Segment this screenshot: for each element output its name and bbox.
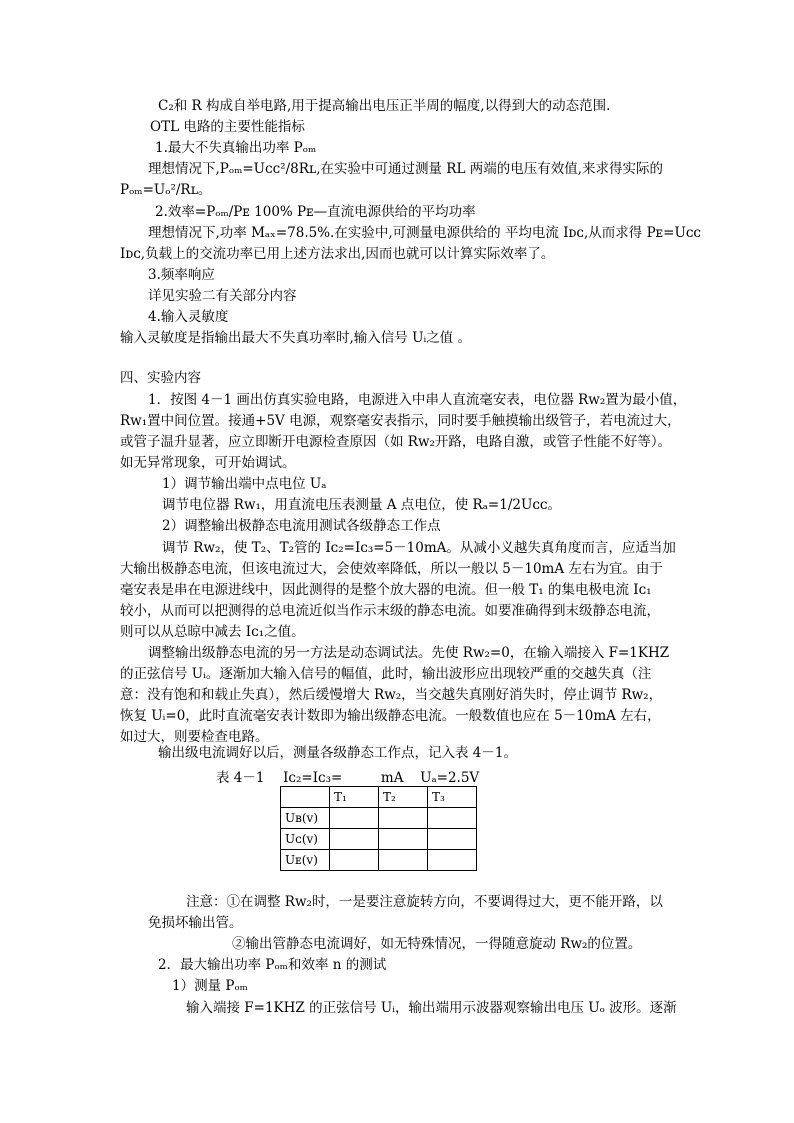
table-header-cell: T₃ — [428, 787, 477, 808]
paragraph-dynamic-line5: 如过大，则要检查电路。 — [120, 729, 269, 745]
table-cell[interactable] — [330, 850, 379, 871]
paragraph-dynamic-line2: 的正弦信号 Uᵢ。逐渐加大输入信号的幅值，此时，输出波形应出现较严重的交越失真（注 — [120, 666, 652, 682]
table-row — [281, 829, 477, 850]
paragraph-quiescent-line3: 毫安表是串在电源进线中，因此测得的是整个放大器的电流。但一般 T₁ 的集电极电流 Iᴄ₁ — [120, 582, 652, 598]
table-caption — [216, 766, 479, 786]
note-line1: 注意：①在调整 Rᴡ₂时，一是要注意旋转方向，不要调得过大，更不能开路，以 — [186, 894, 663, 910]
paragraph-dynamic-line4: 恢复 Uᵢ=0，此时直流毫安表计数即为输出级静态电流。一般数值也应在 5－10mA 左右， — [120, 708, 661, 724]
table-cell[interactable] — [428, 850, 477, 871]
table-cell[interactable] — [428, 829, 477, 850]
table-header-row — [281, 787, 477, 808]
substep-measure-pom: 1）测量 Pₒₘ — [172, 978, 248, 994]
paragraph-ideal-power: 理想情况下,Pₒₘ=Uᴄᴄ²/8Rʟ,在实验中可通过测量 RL 两端的电压有效值,来求得实际的 — [148, 161, 664, 177]
paragraph-step1-line3: 或管子温升显著，应立即断开电源检查原因（如 Rᴡ₂开路，电路自激，或管子性能不好等）。 — [120, 434, 672, 450]
note-line2: 免损坏输出管。 — [148, 915, 243, 931]
table-cell[interactable] — [330, 808, 379, 829]
paragraph-dynamic-line1: 调整输出级静态电流的另一方法是动态调试法。先使 Rᴡ₂=0，在输入端接入 F=1KHZ — [148, 645, 670, 661]
note-line3: ②输出管静态电流调好，如无特殊情况，一得随意旋动 Rᴡ₂的位置。 — [232, 936, 642, 952]
paragraph-sensitivity-def: 输入灵敏度是指输出最大不失真功率时,输入信号 Uᵢ之值 。 — [120, 330, 471, 346]
table-caption-number: 表 4－1 — [216, 770, 265, 786]
table-caption-current: Iᴄ₂=Iᴄ₃= — [283, 770, 343, 786]
table-caption-unit: mA — [380, 770, 404, 786]
table-row-label: Uʙ(v) — [281, 808, 330, 829]
table-header-cell — [281, 787, 330, 808]
paragraph-step1-line1: 1．按图 4－1 画出仿真实验电路，电源进入中串人直流毫安表，电位器 Rᴡ₂置为最小值， — [148, 392, 687, 408]
paragraph-quiescent-line5: 则可以从总晾中减去 Iᴄ₁之值。 — [120, 624, 305, 640]
substep-adjust-quiescent: 2）调整输出极静态电流用测试各级静态工作点 — [162, 518, 441, 534]
table-header-cell: T₁ — [330, 787, 379, 808]
paragraph-dynamic-line3: 意：没有饱和和载止失真），然后缓慢增大 Rᴡ₂，当交越失真刚好消失时，停止调节 Rᴡ₂， — [120, 687, 663, 703]
item-frequency-response: 3.频率响应 — [148, 267, 215, 283]
paragraph-record-table: 输出级电流调好以后，测量各级静态工作点，记入表 4－1。 — [158, 745, 517, 761]
table-cell[interactable] — [379, 829, 428, 850]
item-input-sensitivity: 4.输入灵敏度 — [148, 309, 229, 325]
paragraph-adjust-rw1: 调节电位器 Rᴡ₁，用直流电压表测量 A 点电位，使 Rₐ=1/2Uᴄᴄ。 — [162, 497, 561, 513]
item-max-power: 1.最大不失真输出功率 Pₒₘ — [155, 140, 317, 156]
paragraph-step1-line4: 如无异常现象，可开始调试。 — [120, 455, 296, 471]
paragraph-see-exp2: 详见实验二有关部分内容 — [148, 288, 297, 304]
table-cell[interactable] — [379, 850, 428, 871]
step2-heading: 2．最大输出功率 Pₒₘ和效率 n 的测试 — [158, 957, 387, 973]
section-heading-experiment: 四、实验内容 — [120, 370, 201, 386]
table-row-label: Uᴄ(v) — [281, 829, 330, 850]
table-row-label: Uᴇ(v) — [281, 850, 330, 871]
table-header-cell: T₂ — [379, 787, 428, 808]
paragraph-ideal-efficiency: 理想情况下,功率 Mₐₓ=78.5%.在实验中,可测量电源供给的 平均电流 Iᴅᴄ,从而求得 Pᴇ=Uᴄᴄ — [148, 225, 701, 241]
paragraph-quiescent-line1: 调节 Rᴡ₂，使 T₂、T₂管的 Iᴄ₂=Iᴄ₃=5－10mA。从减小义越失真角度而言，应适当加 — [162, 540, 676, 556]
substep-adjust-midpoint: 1）调节输出端中点电位 Uₐ — [162, 476, 327, 492]
paragraph-quiescent-line2: 大输出极静态电流，但该电流过大，会使效率降低，所以一般以 5－10mA 左右为宜。由于 — [120, 561, 663, 577]
paragraph-step1-line2: Rᴡ₁置中间位置。接通+5V 电源，观察毫安表指示，同时要手触摸输出级管子，若电流过大， — [120, 413, 681, 429]
table-row — [281, 808, 477, 829]
paragraph-quiescent-line4: 较小，从而可以把测得的总电流近似当作示末级的静态电流。如要准确得到末级静态电流， — [120, 603, 660, 619]
table-caption-ua: Uₐ=2.5V — [420, 770, 480, 786]
static-point-table — [280, 786, 477, 871]
paragraph-bootstrap: C₂和 R 构成自举电路,用于提高输出电压正半周的幅度,以得到大的动态范围. — [158, 98, 611, 114]
table-row — [281, 850, 477, 871]
table-cell[interactable] — [330, 829, 379, 850]
paragraph-power-formula: Pₒₘ=Uₒ²/Rʟ。 — [120, 182, 212, 198]
heading-otl-performance: OTL 电路的主要性能指标 — [150, 119, 305, 135]
paragraph-efficiency-cont: Iᴅᴄ,负载上的交流功率已用上述方法求出,因而也就可以计算实际效率了。 — [120, 246, 555, 262]
table-cell[interactable] — [428, 808, 477, 829]
item-efficiency: 2.效率=Pₒₘ/Pᴇ 100% Pᴇ—直流电源供给的平均功率 — [155, 204, 476, 220]
paragraph-measure-pom: 输入端接 F=1KHZ 的正弦信号 Uᵢ，输出端用示波器观察输出电压 Uₒ 波形。逐渐 — [186, 1000, 677, 1016]
table-cell[interactable] — [379, 808, 428, 829]
